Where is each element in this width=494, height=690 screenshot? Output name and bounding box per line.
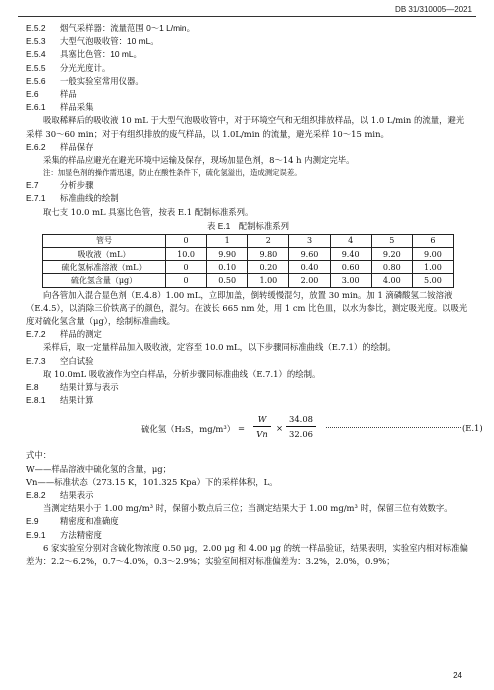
table-cell: 0: [166, 261, 207, 274]
table-caption: 表 E.1 配制标准系列: [207, 220, 289, 231]
table-cell: 0.20: [248, 261, 289, 274]
paragraph-calibration: 取七支 10.0 mL 具塞比色管，按表 E.1 配制标准系列。: [43, 206, 254, 217]
paragraph-result-expression: 当测定结果小于 1.00 mg/m³ 时，保留小数点后三位；当测定结果大于 1.00 mg/m³ 时，保留三位有效数字。: [43, 503, 453, 514]
formula-number: (E.1): [462, 423, 483, 434]
table-row: [43, 248, 454, 261]
page-number: 24: [453, 671, 462, 680]
table-cell: 0.40: [289, 261, 330, 274]
definition-vn: Vn——标准状态（273.15 K，101.325 Kpa）下的采样体积，L。: [26, 476, 278, 487]
table-cell: 0: [166, 234, 207, 247]
table-row-label: 吸收液（mL）: [43, 248, 166, 261]
formula-denominator-vn: Vn: [256, 429, 268, 440]
standard-series-table: [42, 234, 454, 288]
section-e72: E.7.2 样品的测定: [26, 329, 102, 340]
table-cell: 9.90: [207, 248, 248, 261]
where-label: 式中：: [26, 450, 52, 461]
table-cell: 4: [330, 234, 371, 247]
table-cell: 3: [289, 234, 330, 247]
section-e6: E.6 样品: [26, 89, 77, 100]
section-e9: E.9 精密度和准确度: [26, 516, 119, 527]
formula-denominator-3206: 32.06: [289, 429, 313, 440]
section-e8: E.8 结果计算与表示: [26, 382, 119, 393]
formula-fraction-w-vn: [253, 413, 271, 440]
table-cell: 9.00: [412, 248, 453, 261]
section-e71: E.7.1 标准曲线的绘制: [26, 193, 119, 204]
table-cell: 0.50: [207, 274, 248, 287]
table-cell: 4.00: [371, 274, 412, 287]
formula-numerator-w: W: [257, 414, 267, 425]
table-cell: 9.40: [330, 248, 371, 261]
table-row: [43, 274, 454, 287]
section-e53: E.5.3 大型气泡吸收管：10 mL。: [26, 36, 159, 47]
table-cell: 1: [207, 234, 248, 247]
section-e55: E.5.5 分光光度计。: [26, 62, 111, 73]
section-e56: E.5.6 一般实验室常用仪器。: [26, 75, 144, 86]
section-e52: E.5.2 烟气采样器：流量范围 0～1 L/min。: [26, 23, 195, 33]
table-cell: 3.00: [330, 274, 371, 287]
section-e7: E.7 分析步骤: [26, 180, 94, 191]
formula-equals: =: [238, 423, 246, 434]
note-reagent: 注：加显色剂的操作需迅速，防止在酸性条件下，硫化氢溢出，造成测定误差。: [43, 168, 302, 178]
header-rule: [18, 16, 476, 17]
table-cell: 2: [248, 234, 289, 247]
document-body: [26, 22, 483, 568]
table-row-label: 管号: [43, 234, 166, 247]
formula-leader-dots: [326, 427, 461, 428]
formula-fraction-molar: [286, 413, 316, 440]
table-row: [43, 261, 454, 274]
table-cell: 9.60: [289, 248, 330, 261]
section-e91: E.9.1 方法精密度: [26, 529, 102, 540]
paragraph-precision: 6 家实验室分别对含硫化物浓度 0.50 μg，2.00 μg 和 4.00 μg 的统一样品验证，结果表明，实验室内相对标准偏差为：2.2～6.2%，0.7～4.0%，0.3～2.9%；实验室间相对标准偏差为：3.2%，2.0%，0.9%；: [26, 542, 468, 567]
table-cell: 10.0: [166, 248, 207, 261]
fraction-bar: [286, 426, 316, 427]
formula-e1: [26, 411, 483, 449]
table-cell: 0.60: [330, 261, 371, 274]
table-cell: 5.00: [412, 274, 453, 287]
paragraph-storage: 采集的样品应避光在避光环境中运输及保存，现场加显色剂，8～14 h 内测定完毕。: [43, 155, 355, 166]
table-cell: 0.80: [371, 261, 412, 274]
table-cell: 1.00: [248, 274, 289, 287]
formula-times: ×: [276, 423, 284, 434]
section-e61: E.6.1 样品采集: [26, 102, 94, 113]
formula-numerator-3408: 34.08: [289, 414, 313, 425]
fraction-bar: [253, 426, 271, 427]
table-cell: 9.80: [248, 248, 289, 261]
formula-lhs: 硫化氢（H₂S，mg/m³）: [141, 424, 236, 435]
table-cell: 0.10: [207, 261, 248, 274]
definition-w: W——样品溶液中硫化氢的含量，μg；: [26, 463, 172, 474]
table-row-label: 硫化氢标准溶液（mL）: [43, 261, 166, 274]
section-e73: E.7.3 空白试验: [26, 355, 94, 366]
paragraph-color-development: 向各管加入混合显色剂（E.4.8）1.00 mL，立即加盖，倒转缓慢混匀，放置 30 min。加 1 滴磷酸氢二铵溶液（E.4.5），以消除三价铁离子的颜色，混匀。在波长 665 nm 处，用 1 cm 比色皿，以水为参比，测定吸光度。以吸光度对硫化氢含量（μg），绘制标准曲线。: [26, 289, 468, 326]
section-e54: E.5.4 具塞比色管：10 mL。: [26, 49, 142, 60]
section-e81: E.8.1 结果计算: [26, 395, 94, 406]
table-cell: 6: [412, 234, 453, 247]
section-e82: E.8.2 结果表示: [26, 490, 94, 501]
table-cell: 0: [166, 274, 207, 287]
paragraph-sample-measurement: 采样后，取一定量样品加入吸收液，定容至 10.0 mL，以下步骤同标准曲线（E.7.1）的绘制。: [43, 342, 396, 353]
table-cell: 5: [371, 234, 412, 247]
table-row-label: 硫化氢含量（μg）: [43, 274, 166, 287]
paragraph-sampling: 吸取稀释后的吸收液 10 mL 于大型气泡吸收管中，对于环境空气和无组织排放样品，以 1.0 L/min 的流量，避光采样 30～60 min；对于有组织排放的废气样品，以 1.0L/min 的流量，避光采样 10～15 min。: [26, 115, 465, 139]
doc-header-id: DB 31/310005—2021: [395, 5, 472, 14]
section-e62: E.6.2 样品保存: [26, 141, 94, 152]
table-cell: 2.00: [289, 274, 330, 287]
table-cell: 1.00: [412, 261, 453, 274]
table-cell: 9.20: [371, 248, 412, 261]
table-row: [43, 234, 454, 247]
paragraph-blank-test: 取 10.0mL 吸收液作为空白样品，分析步骤同标准曲线（E.7.1）的绘制。: [43, 368, 321, 379]
